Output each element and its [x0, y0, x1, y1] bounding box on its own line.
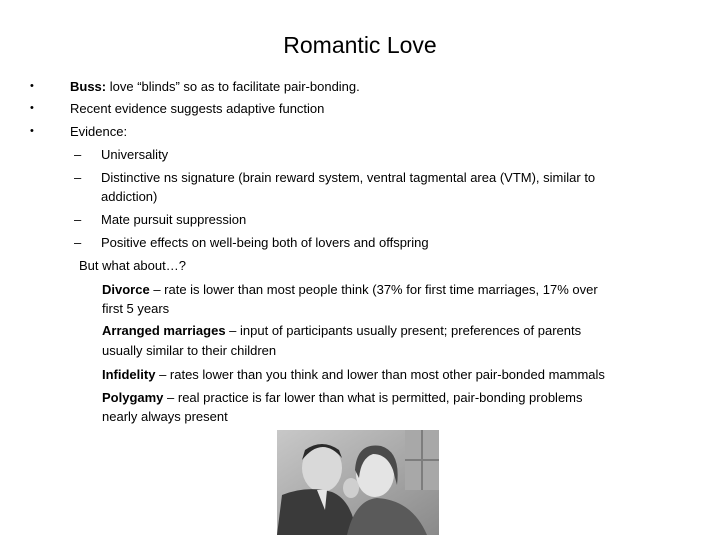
dash-icon: – [74, 212, 82, 227]
question-infidelity: Infidelity – rates lower than you think and lower than most other pair-bonded mammals [102, 367, 605, 382]
sub-bullet-ns-signature: Distinctive ns signature (brain reward system, ventral tagmental area (VTM), similar to [101, 170, 596, 185]
slide-title: Romantic Love [283, 32, 437, 58]
dash-icon: – [74, 235, 82, 250]
question-divorce-cont: first 5 years [102, 301, 170, 316]
sub-bullet-ns-signature-cont: addiction) [101, 189, 158, 204]
sub-bullet-mate-pursuit: Mate pursuit suppression [101, 212, 247, 227]
question-polygamy-cont: nearly always present [102, 409, 228, 424]
bullet-icon: • [30, 80, 34, 92]
bullet-icon: • [30, 102, 34, 114]
but-what-about: But what about…? [79, 258, 186, 273]
bullet-recent-evidence: Recent evidence suggests adaptive function [70, 101, 325, 116]
sub-bullet-positive-effects: Positive effects on well-being both of lovers and offspring [101, 235, 429, 250]
question-divorce: Divorce – rate is lower than most people think (37% for first time marriages, 17% over [102, 282, 598, 297]
dash-icon: – [74, 170, 82, 185]
bullet-evidence: Evidence: [70, 124, 128, 139]
bullet-icon: • [30, 125, 34, 137]
sub-bullet-universality: Universality [101, 147, 169, 162]
question-arranged-marriages-cont: usually similar to their children [102, 343, 277, 358]
question-polygamy: Polygamy – real practice is far lower than what is permitted, pair-bonding problems [102, 390, 583, 405]
bullet-buss: Buss: love “blinds” so as to facilitate pair-bonding. [70, 79, 360, 94]
black-and-white-couple-photo [277, 430, 439, 535]
question-arranged-marriages: Arranged marriages – input of participants usually present; preferences of parents [102, 323, 582, 338]
dash-icon: – [74, 147, 82, 162]
